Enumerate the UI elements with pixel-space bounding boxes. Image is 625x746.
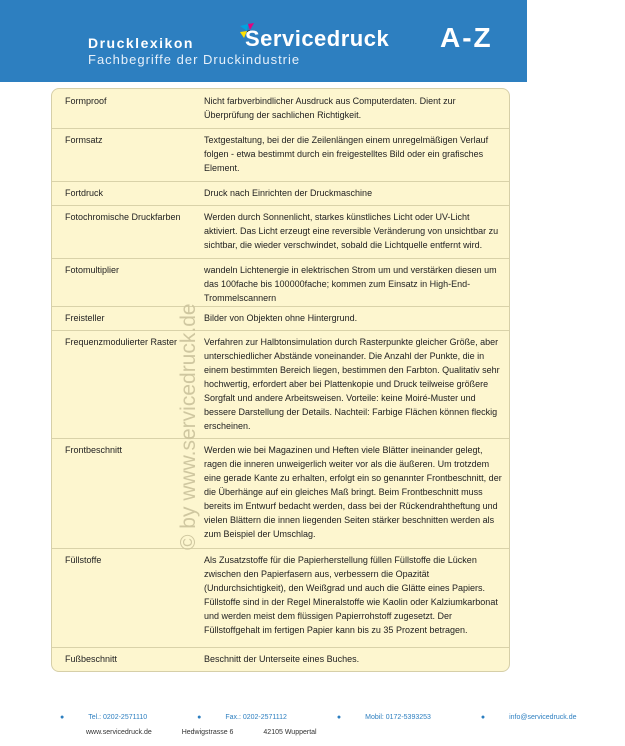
glossary-entry — [52, 205, 509, 259]
entry-definition: wandeln Lichtenergie in elektrischen Strom um und verstärken diesen um das 100fache bis 100000fache; kommen zum Einsatz in High-End-Trommelscannern — [204, 265, 497, 303]
glossary-entry — [52, 258, 509, 307]
bullet-icon: ● — [197, 714, 202, 721]
page-header — [0, 0, 527, 82]
entry-definition: Verfahren zur Halbtonsimulation durch Rasterpunkte gleicher Größe, aber unterschiedlicher Abstände voneinander. Die Anzahl der Punkte, die in einem bestimmten Bereich liegen, bestimmen den Farbton. Qualitativ sehr hochwertig, erfordert aber bei Plattenkopie und Druck teilweise größere Sorgfalt und andere Arbeitsweisen. Vorteile: keine Moiré-Muster und bessere Darstellung der Details. Nachteil: Farbige Flächen können fleckig erscheinen. — [204, 337, 500, 431]
entry-definition: Textgestaltung, bei der die Zeilenlängen einem unregelmäßigen Verlauf folgen - etwa bestimmt durch ein freigestelltes Bild oder ein grafisches Element. — [204, 135, 489, 173]
header-subtitle: Fachbegriffe der Druckindustrie — [88, 52, 301, 67]
entry-term: Formsatz — [65, 135, 103, 145]
entry-definition: Werden wie bei Magazinen und Heften viele Blätter ineinander gelegt, ragen die inneren unweigerlich weiter vor als die äußeren. Um trotzdem eine gerade Kante zu erhalten, erfolgt ein so genannter Frontbeschnitt, der die Überhänge auf ein gleiches Maß bringt. Beim Frontbeschnitt muss bereits im Entwurf bedacht werden, dass bei der Rückendrahtheftung und vielen Blättern die innen liegenden Seiten stärker beschnitten werden als zum Beispiel der Umschlag. — [204, 445, 502, 539]
footer-tel: Tel.: 0202-2571110 — [88, 714, 148, 721]
entry-term: Fortdruck — [65, 188, 104, 198]
entry-definition: Druck nach Einrichten der Druckmaschine — [204, 188, 373, 198]
contact-line — [60, 714, 625, 721]
entry-term: Frequenzmodulierter Raster — [65, 337, 178, 347]
glossary-entry — [52, 181, 509, 206]
address-line — [86, 729, 345, 736]
glossary-entry — [52, 548, 509, 648]
entry-definition: Werden durch Sonnenlicht, starkes künstliches Licht oder UV-Licht aktiviert. Das Licht erzeugt eine reversible Veränderung von unsichtbar zu sichtbar, die wieder verschwindet, sobald die Lichtquelle entfernt wird. — [204, 212, 499, 250]
watermark-text: © by www.servicedruck.de — [177, 303, 200, 550]
footer-city: 42105 Wuppertal — [263, 729, 317, 736]
footer-mobil: Mobil: 0172-5393253 — [365, 714, 431, 721]
footer-email[interactable]: info@servicedruck.de — [509, 714, 577, 721]
entry-term: Füllstoffe — [65, 555, 102, 565]
glossary-entry — [52, 89, 509, 129]
footer-web[interactable]: www.servicedruck.de — [86, 729, 152, 736]
copyright-watermark — [177, 175, 200, 555]
footer-street: Hedwigstrasse 6 — [181, 729, 234, 736]
glossary-entry — [52, 306, 509, 331]
glossary-entry — [52, 647, 509, 671]
header-title: Drucklexikon — [88, 35, 194, 51]
entry-term: Fotomultiplier — [65, 265, 120, 275]
entry-definition: Nicht farbverbindlicher Ausdruck aus Computerdaten. Dient zur Überprüfung der sachlichen Richtigkeit. — [204, 96, 456, 120]
glossary-entry — [52, 438, 509, 549]
entry-term: Fotochromische Druckfarben — [65, 212, 181, 222]
glossary-entry — [52, 128, 509, 182]
entry-term: Fußbeschnitt — [65, 654, 118, 664]
entry-term: Formproof — [65, 96, 107, 106]
entry-definition: Bilder von Objekten ohne Hintergrund. — [204, 313, 358, 323]
section-label: A-Z — [440, 22, 493, 53]
entry-term: Freisteller — [65, 313, 105, 323]
brand-name: Servicedruck — [245, 26, 390, 51]
entry-definition: Beschnitt der Unterseite eines Buches. — [204, 654, 360, 664]
glossary-panel — [51, 88, 510, 672]
footer-fax: Fax.: 0202-2571112 — [225, 714, 287, 721]
bullet-icon: ● — [336, 714, 342, 721]
page-footer — [0, 700, 577, 746]
entry-term: Frontbeschnitt — [65, 445, 123, 455]
bullet-icon: ● — [480, 714, 486, 721]
glossary-entry — [52, 330, 509, 439]
bullet-icon: ● — [60, 714, 65, 721]
entry-definition: Als Zusatzstoffe für die Papierherstellung füllen Füllstoffe die Lücken zwischen den Papierfasern aus, verbessern die Opazität (Undurchsichtigkeit), den Weißgrad und auch die Glätte eines Papiers. Füllstoffe sind in der Regel Mineralstoffe wie Kaolin oder Kalziumkarbonat und werden meist dem flüssigen Papierrohstoff zugesetzt. Der Füllstoffgehalt im fertigen Papier kann bis zu 35 Prozent betragen. — [204, 555, 498, 635]
